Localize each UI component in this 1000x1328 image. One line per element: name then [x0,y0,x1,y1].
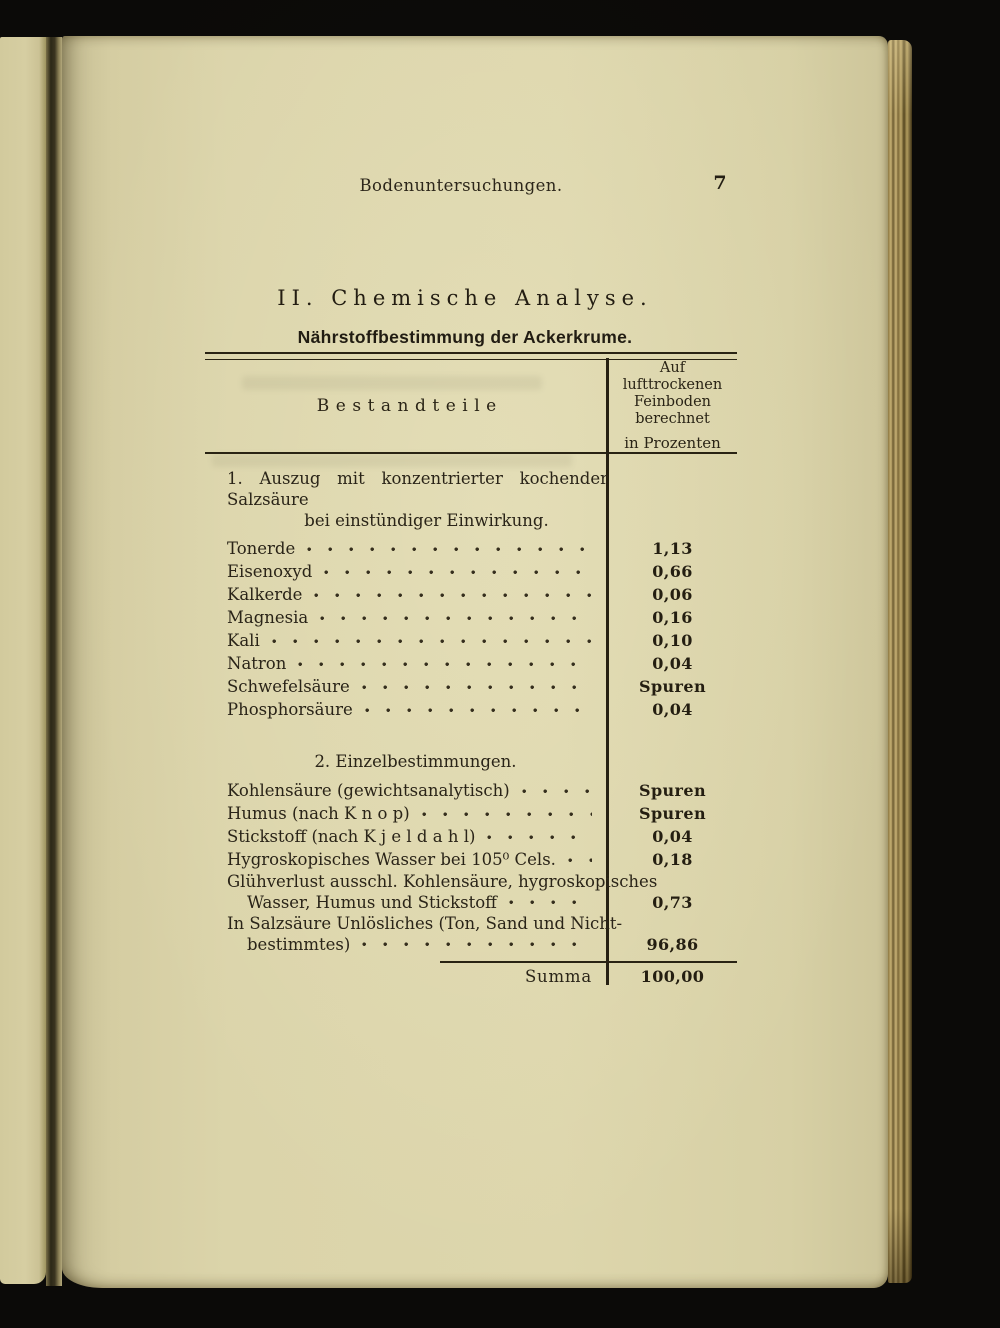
row-label: Magnesia [227,608,309,627]
row-label: bestimmtes) [247,935,351,954]
value-header-line: Auf [659,360,686,376]
row-label: Eisenoxyd [227,562,313,581]
table-header-rule [205,452,737,454]
row-value: 0,04 [652,654,693,673]
table-body [205,468,737,990]
summa-label: Summa [524,967,592,986]
previous-page-edge [0,37,46,1284]
table-top-rule [205,352,737,360]
value-header-unit: in Prozenten [624,434,721,452]
dot-leader [298,662,592,668]
row-label: Natron [227,654,287,673]
table-row [205,537,737,560]
dot-leader [362,942,592,948]
dot-leader [320,616,592,622]
table-row [205,802,737,825]
book-gutter-shadow [46,37,62,1286]
dot-leader [422,812,592,818]
dot-leader [568,858,592,864]
table-row [205,675,737,698]
summa-row [205,963,737,990]
table-row [205,652,737,675]
row-label-line1: In Salzsäure Unlösliches (Ton, Sand und Nicht- [227,914,623,933]
section-1-heading-line2: bei einstündiger Einwirkung. [304,511,549,530]
value-header-line: berechnet [635,411,710,427]
dot-leader [362,685,592,691]
table-row [205,629,737,652]
section-subtitle: Nährstoffbestimmung der Ackerkrume. [297,327,633,347]
row-label: Hygroskopisches Wasser bei 105⁰ Cels. [227,850,556,869]
value-header-line: lufttrockenen [622,377,723,393]
table-row [205,825,737,848]
dot-leader [314,593,592,599]
table-row [205,848,737,871]
row-label: Kali [227,631,260,650]
row-value: 96,86 [646,935,699,954]
row-value: 0,16 [652,608,693,627]
row-label-line1: Glühverlust ausschl. Kohlensäure, hygroskopisches [227,872,658,891]
row-label: Phosphorsäure [227,700,353,719]
row-label-line2 [205,892,737,913]
row-value: Spuren [638,677,707,696]
dot-leader [509,900,592,906]
column-header-values [608,360,737,452]
table-row [205,583,737,606]
dot-leader [307,547,592,553]
table-header-row [205,360,737,452]
analysis-table [205,352,737,990]
book-page-edges [888,40,912,1283]
row-value: 0,66 [652,562,693,581]
table-row [205,606,737,629]
row-label: Tonerde [227,539,296,558]
row-value: 0,04 [652,827,693,846]
row-label: Stickstoff (nach K j e l d a h l) [227,827,476,846]
row-value: 0,73 [652,893,693,912]
row-value: Spuren [638,804,707,823]
table-row [205,779,737,802]
summa-value: 100,00 [640,967,705,986]
table-row [205,560,737,583]
dot-leader [365,708,592,714]
table-row-two-line [205,871,737,913]
value-header-line: Feinboden [633,394,712,410]
dot-leader [522,789,592,795]
page-number: 7 [713,172,727,194]
section-2-heading: 2. Einzelbestimmungen. [314,752,517,771]
table-row [205,698,737,721]
row-label: Schwefelsäure [227,677,350,696]
row-label-line2 [205,934,737,955]
dot-leader [324,570,592,576]
row-label: Kohlensäure (gewichtsanalytisch) [227,781,510,800]
column-header-components: Bestandteile [316,396,503,416]
section-1-rows [205,537,737,721]
row-label: Wasser, Humus und Stickstoff [247,893,497,912]
dot-leader [272,639,592,645]
row-value: 0,10 [652,631,693,650]
section-1-heading-line1: 1. Auszug mit konzentrierter kochender Salzsäure [227,469,608,509]
section-title: II. Chemische Analyse. [277,286,653,310]
section-2-rows [205,779,737,955]
dot-leader [487,835,592,841]
running-header: Bodenuntersuchungen. [359,176,563,195]
row-value: 0,04 [652,700,693,719]
book-page [62,36,888,1288]
row-value: 0,06 [652,585,693,604]
row-label: Humus (nach K n o p) [227,804,410,823]
table-row-two-line [205,913,737,955]
row-label: Kalkerde [227,585,303,604]
row-value: 1,13 [652,539,693,558]
row-value: 0,18 [652,850,693,869]
row-value: Spuren [638,781,707,800]
